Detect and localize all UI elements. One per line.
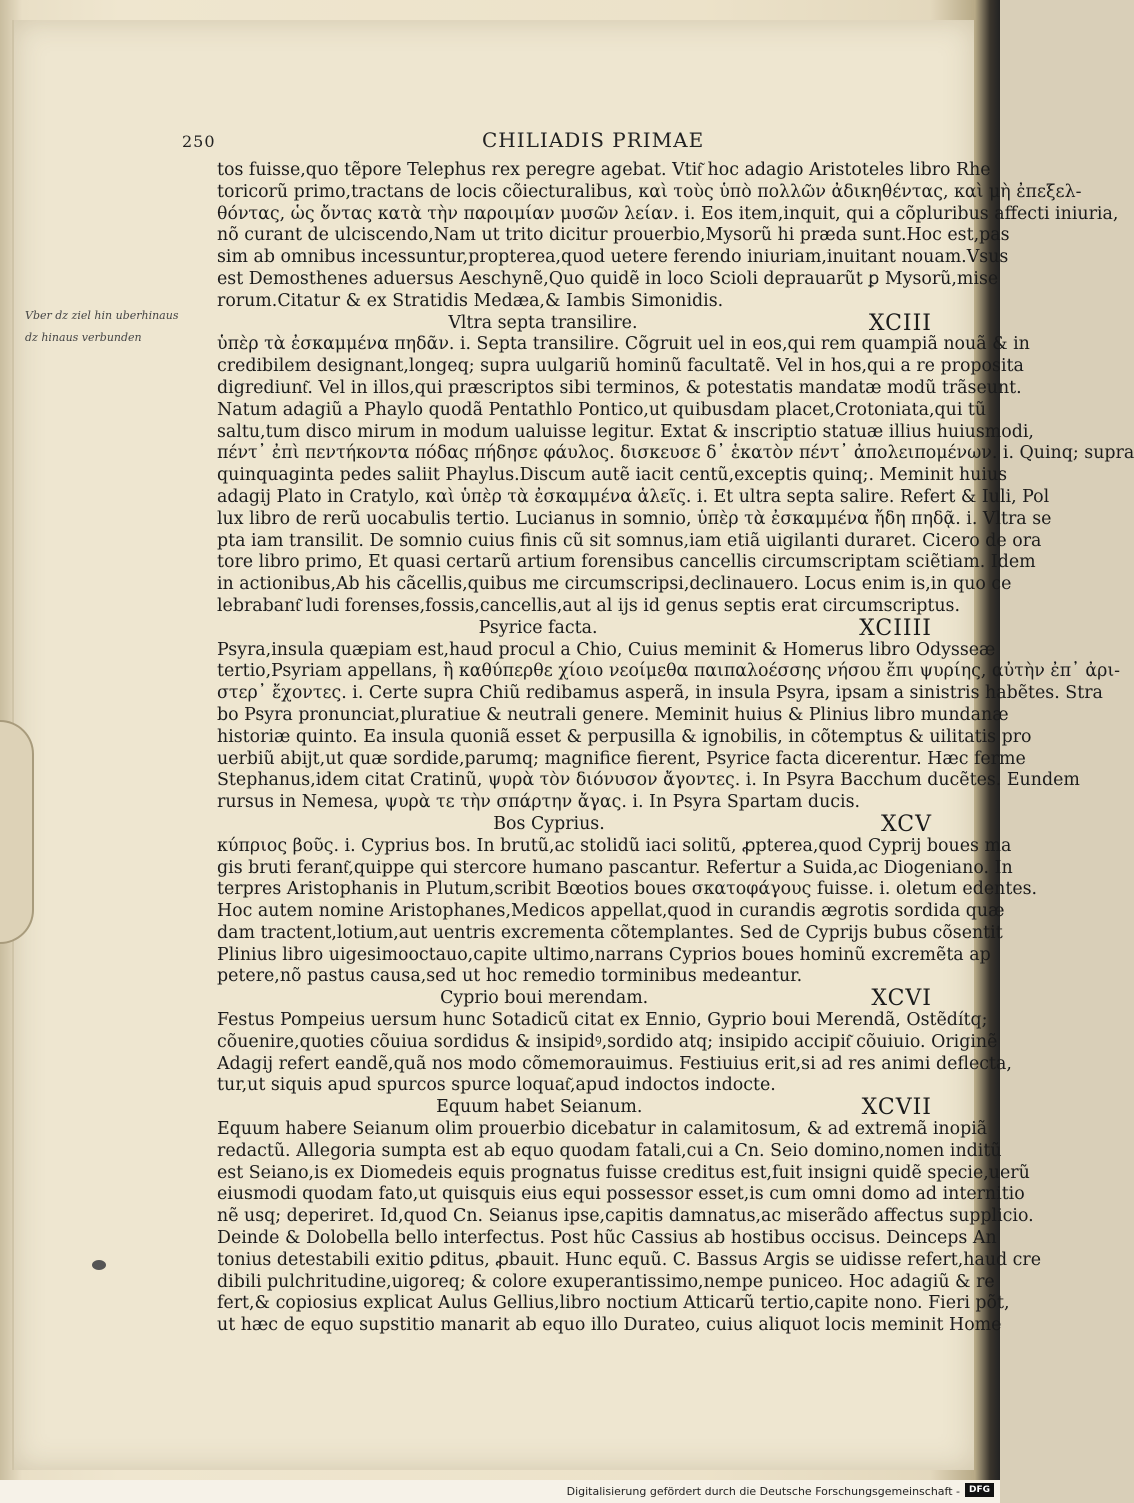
text-line <box>217 879 1038 901</box>
text-line <box>217 1271 995 1294</box>
text-line <box>217 465 1008 487</box>
text-line <box>217 726 1032 749</box>
adage-heading <box>217 811 932 837</box>
text-span: πέντ᾽ ἐπὶ πεντήκοντα πόδας πήδησε φάυλος. δισκευσε δ᾽ ἑκατὸν πέντ᾽ ἀπολειπομένων. i. Quinq; supra <box>217 443 1134 464</box>
text-line <box>217 1228 997 1250</box>
text-span: Equum habet Seianum. <box>436 1097 643 1118</box>
text-line <box>217 966 932 988</box>
text-line <box>217 1162 1030 1185</box>
text-line <box>217 334 1030 356</box>
text-span: dam tractent,lotium,aut uentris excrementa cõtemplantes. Sed de Cyprijs bubus cõsentit <box>217 922 1003 943</box>
text-line <box>217 247 1009 269</box>
text-span: rursus in Nemesa, ψυρὰ τε τὴν σπάρτην ἄγας. i. In Psyra Spartam ducis. <box>217 792 861 813</box>
text-span: tur,ut siquis apud spurcos spurce loquat͂,apud indoctos indocte. <box>217 1075 776 1096</box>
text-line <box>217 857 1013 880</box>
text-line <box>217 922 1003 945</box>
text-span: Natum adagiũ a Phaylo quodã Pentathlo Pontico,ut quibusdam placet,Crotoniata,qui tũ <box>217 399 987 420</box>
text-line <box>217 268 999 291</box>
text-span: ὑπὲρ τὰ ἐσκαμμένα πηδᾶν. i. Septa transilire. Cõgruit uel in eos,qui rem quampiã nouã & in <box>217 334 1030 355</box>
text-span: est Demosthenes aduersus Aeschynẽ,Quo quidẽ in loco Scioli deprauarũt ꝑ Mysorũ,mise <box>217 268 999 289</box>
adage-heading <box>217 988 932 1010</box>
text-span: redactũ. Allegoria sumpta est ab equo quodam fatali,cui a Cn. Seio domino,nomen inditũ <box>217 1140 1002 1161</box>
text-line <box>217 1293 1010 1315</box>
margin-note-line: dz hinaus verbunden <box>25 331 142 344</box>
text-line <box>217 1315 1002 1337</box>
text-line <box>217 225 1010 247</box>
running-title: CHILIADIS PRIMAE <box>482 128 705 152</box>
text-line <box>217 399 987 422</box>
footer-credit: Digitalisierung gefördert durch die Deutsche Forschungsgemeinschaft - <box>566 1485 960 1498</box>
text-span: nõ curant de ulciscendo,Nam ut trito dicitur prouerbio,Mysorũ hi præda sunt.Hoc est,pas <box>217 225 1010 246</box>
text-line <box>217 508 1052 531</box>
text-span: Plinius libro uigesimooctauo,capite ultimo,narrans Cyprios boues hominũ excremẽta ap <box>217 944 991 965</box>
adage-number: XCVII <box>861 1095 932 1121</box>
text-line <box>217 530 1042 553</box>
book-clasp <box>0 720 34 944</box>
text-line <box>217 421 1034 444</box>
text-span: tore libro primo, Et quasi certarũ artium forensibus cancellis circumscriptam sciẽtiam. Idem <box>217 552 1036 573</box>
text-line <box>217 574 1012 596</box>
text-line <box>217 1031 998 1054</box>
text-line <box>217 704 1009 727</box>
text-span: digrediunt͂. Vel in illos,qui præscriptos sibi terminos, & potestatis mandatæ modũ trãseunt. <box>217 377 1022 398</box>
margin-note <box>25 305 235 349</box>
text-line <box>217 1206 1034 1228</box>
text-span: pta iam transilit. De somnio cuius finis cũ sit somnus,iam etiã uigilanti duraret. Cicero de ora <box>217 530 1042 551</box>
text-span: toricorũ primo,tractans de locis cõiecturalibus, καὶ τοὺς ὑπὸ πολλῶν ἀδικηθέντας, καὶ μὴ ἐπεξελ- <box>217 181 1082 202</box>
text-span: Equum habere Seianum olim prouerbio dicebatur in calamitosum, & ad extremã inopiã <box>217 1119 988 1140</box>
text-line <box>217 595 960 618</box>
adage-number: XCV <box>881 811 932 837</box>
text-line <box>217 1249 1042 1272</box>
text-line <box>217 748 1026 771</box>
text-span: bo Psyra pronunciat,pluratiue & neutrali genere. Meminit huius & Plinius libro mundanæ <box>217 704 1009 725</box>
page-number: 250 <box>182 132 216 151</box>
text-span: credibilem designant,longeq; supra uulgariũ hominũ facultatẽ. Vel in hos,qui a re proposita <box>217 356 1024 377</box>
text-span: cõuenire,quoties cõuiua sordidus & insipidꝰ,sordido atq; insipido accipit͂ cõuiuio. Originẽ <box>217 1031 998 1052</box>
text-line <box>217 552 1036 574</box>
text-span: Hoc autem nomine Aristophanes,Medicos appellat,quod in curandis ægrotis sordida quæ <box>217 901 1005 922</box>
text-line <box>217 835 1012 858</box>
adage-number: XCIII <box>868 310 932 336</box>
text-span: Adagij refert eandẽ,quã nos modo cõmemorauimus. Festiuius erit,si ad res animi deflecta, <box>217 1053 1012 1074</box>
text-line <box>217 944 991 967</box>
text-span: Cyprio boui merendam. <box>440 988 649 1009</box>
ink-blot <box>92 1260 106 1270</box>
text-span: nẽ usq; deperiret. Id,quod Cn. Seianus ipse,capitis damnatus,ac miserãdo affectus supplicio. <box>217 1206 1034 1227</box>
text-line <box>217 1053 1012 1076</box>
text-span: tertio,Psyriam appellans, ἢ καθύπερθε χίοιο νεοίμεθα παιπαλοέσσης νήσου ἔπι ψυρίης, αὐτὴν ἐπ᾽ ἀρι- <box>217 661 1121 682</box>
text-span: θόντας, ὡς ὄντας κατὰ τὴν παροιμίαν μυσῶν λείαν. i. Eos item,inquit, qui a cõpluribus affecti iniuria, <box>217 203 1119 224</box>
text-line <box>217 1075 932 1097</box>
text-line <box>217 683 1103 705</box>
adage-heading <box>217 310 932 336</box>
text-span: Vltra septa transilire. <box>448 312 638 333</box>
text-span: κύπριος βοῦς. i. Cyprius bos. In brutũ,ac stolidũ iaci solitũ, ꝓpterea,quod Cyprij boues ma <box>217 835 1012 856</box>
text-span: petere,nõ pastus causa,sed ut hoc remedio torminibus medeantur. <box>217 966 803 987</box>
margin-note-line: Vber dz ziel hin uberhinaus <box>25 309 179 322</box>
text-span: Psyrice facta. <box>478 617 598 638</box>
adage-number: XCVI <box>871 986 932 1012</box>
text-line <box>217 181 1082 204</box>
text-span: terpres Aristophanis in Plutum,scribit Bœotios boues σκατοφάγους fuisse. i. oletum edentes. <box>217 879 1038 900</box>
text-span: lux libro de rerũ uocabulis tertio. Lucianus in somnio, ὑπὲρ τὰ ἐσκαμμένα ἤδη πηδᾷ. i. Vltra se <box>217 508 1052 529</box>
text-span: gis bruti ferant͂,quippe qui stercore humano pascantur. Refertur a Suida,ac Diogeniano. In <box>217 857 1013 878</box>
text-line <box>217 639 996 662</box>
text-span: στερ᾽ ἔχοντες. i. Certe supra Chiũ redibamus asperã, in insula Psyra, ipsam a sinistris habẽtes. Stra <box>217 683 1103 704</box>
text-span: Festus Pompeius uersum hunc Sotadicũ citat ex Ennio, Gyprio boui Merendã, Ostẽdítq; <box>217 1010 988 1031</box>
text-span: tos fuisse,quo tẽpore Telephus rex peregre agebat. Vtit͂ hoc adagio Aristoteles libro Rhe <box>217 160 991 180</box>
text-line <box>217 1184 1025 1206</box>
text-line <box>217 1119 988 1141</box>
main-text <box>217 160 1134 1337</box>
text-span: adagij Plato in Cratylo, καὶ ὑπὲρ τὰ ἐσκαμμένα ἁλεῖς. i. Et ultra septa salire. Refert & Iuli, Pol <box>217 486 1050 507</box>
text-span: sim ab omnibus incessuntur,propterea,quod uetere ferendo iniuriam,inuitant nouam.Vsus <box>217 247 1009 268</box>
text-line <box>217 443 1134 465</box>
dfg-logo: DFG <box>965 1483 994 1497</box>
adage-number: XCIIII <box>859 615 932 641</box>
text-span: Deinde & Dolobella bello interfectus. Post hũc Cassius ab hostibus occisus. Deinceps An <box>217 1228 997 1249</box>
text-span: Bos Cyprius. <box>493 813 605 834</box>
adage-heading <box>217 615 932 641</box>
text-line <box>217 770 1080 792</box>
text-span: uerbiũ abijt,ut quæ sordide,parumq; magnifice fierent, Psyrice facta dicerentur. Hæc ferme <box>217 748 1026 769</box>
text-span: dibili pulchritudine,uigoreq; & colore exuperantissimo,nempe puniceo. Hoc adagiũ & re <box>217 1271 995 1292</box>
text-line <box>217 661 1121 683</box>
text-line <box>217 160 991 182</box>
text-span: lebrabant͂ ludi forenses,fossis,cancellis,aut al ijs id genus septis erat circumscriptus. <box>217 595 960 616</box>
text-span: Stephanus,idem citat Cratinũ, ψυρὰ τὸν διόνυσον ἄγοντες. i. In Psyra Bacchum ducẽtes. Eundem <box>217 770 1080 791</box>
text-span: historiæ quinto. Ea insula quoniã esset & perpusilla & ignobilis, in cõtemptus & uilitatis pro <box>217 726 1032 747</box>
text-line <box>217 203 1119 226</box>
text-line <box>217 1140 1002 1163</box>
text-line <box>217 356 1024 378</box>
text-span: ut hæc de equo supstitio manarit ab equo illo Durateo, cuius aliquot locis meminit Home <box>217 1315 1002 1336</box>
text-span: quinquaginta pedes saliit Phaylus.Discum autẽ iacit centũ,exceptis quinq;. Meminit huius <box>217 465 1008 486</box>
text-span: est Seiano,is ex Diomedeis equis prognatus fuisse creditus est,fuit insigni quidẽ specie,uerũ <box>217 1162 1030 1183</box>
adage-heading <box>217 1097 932 1119</box>
text-span: in actionibus,Ab his cãcellis,quibus me circumscripsi,declinauero. Locus enim is,in quo ce <box>217 574 1012 595</box>
text-span: tonius detestabili exitio ꝑditus, ꝓbauit. Hunc equũ. C. Bassus Argis se uidisse refert,haud cre <box>217 1249 1042 1270</box>
text-span: fert,& copiosius explicat Aulus Gellius,libro noctium Atticarũ tertio,capite nono. Fieri põt, <box>217 1293 1010 1314</box>
text-span: Psyra,insula quæpiam est,haud procul a Chio, Cuius meminit & Homerus libro Odysseæ <box>217 639 996 660</box>
text-line <box>217 1010 988 1032</box>
text-line <box>217 377 1022 400</box>
text-span: eiusmodi quodam fato,ut quisquis eius equi possessor esset,is cum omni domo ad internitio <box>217 1184 1025 1205</box>
page-header <box>182 128 932 158</box>
text-line <box>217 291 932 313</box>
text-line <box>217 901 1005 923</box>
footer-bar <box>0 1480 1000 1503</box>
text-span: rorum.Citatur & ex Stratidis Medæa,& Iambis Simonidis. <box>217 290 724 311</box>
text-line <box>217 792 932 814</box>
text-span: saltu,tum disco mirum in modum ualuisse legitur. Extat & inscriptio statuæ illius huiusmodi, <box>217 421 1034 442</box>
text-line <box>217 486 1050 509</box>
